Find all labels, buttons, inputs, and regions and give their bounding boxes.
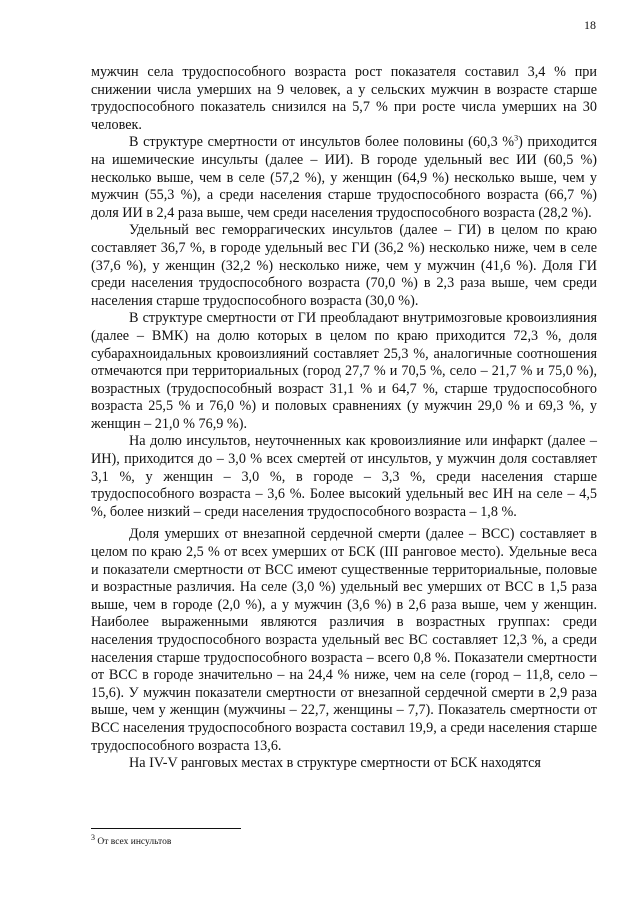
paragraph-7: На IV-V ранговых местах в структуре смертности от БСК находятся <box>129 755 541 772</box>
footnote-divider <box>91 828 241 829</box>
paragraph-5: На долю инсультов, неуточненных как кровоизлияние или инфаркт (далее – ИН), приходится до – 3,0 % всех смертей от инсультов, у мужчин доля составляет 3,1 %, у женщин – 3,0 %, в городе – 3,3 %, среди населения старше трудоспособного возраста – 3,6 %. Более высокий удельный вес ИН на селе – 4,5 %, более низкий – среди населения трудоспособного возраста – 1,8 %. <box>91 433 597 520</box>
footnote-marker: 3 <box>91 832 95 842</box>
paragraph-2-rest: ) приходится на ишемические инсульты (далее – ИИ). В городе удельный вес ИИ (60,5 %) несколько выше, чем в селе (57,2 %), у женщин (64,9 %) несколько выше, чем у мужчин (55,3 %), а среди населения старше трудоспособного возраста (66,7 %) доля ИИ в 2,4 раза выше, чем среди населения трудоспособного возраста (28,2 %). <box>91 134 598 221</box>
page-number: 18 <box>584 18 596 32</box>
footnote <box>91 832 597 848</box>
paragraph-3: Удельный вес геморрагических инсультов (далее – ГИ) в целом по краю составляет 36,7 %, в городе удельный вес ГИ (36,2 %) несколько ниже, чем в селе (37,6 %), у женщин (32,2 %) несколько ниже, чем у мужчин (41,6 %). Доля ГИ среди населения трудоспособного возраста (70,0 %) в 2,3 раза выше, чем среди населения старше трудоспособного возраста (30,0 %). <box>91 222 597 309</box>
paragraph-4: В структуре смертности от ГИ преобладают внутримозговые кровоизлияния (далее – ВМК) на долю которых в целом по краю приходится 72,3 %, доля субарахноидальных кровоизлияний составляет 25,3 %, аналогичные соотношения отмечаются при территориальных (город 27,7 % и 70,5 %, село – 21,7 % и 75,0 %), возрастных (трудоспособный возраст 31,1 % и 64,7 %, старше трудоспособного возраста 25,5 % и 76,0 %) и половых сравнениях (у мужчин 29,0 % и 69,3 %, у женщин – 21,0 % 76,9 %). <box>91 310 597 432</box>
paragraph-2-start: В структуре смертности от инсультов более половины (60,3 % <box>129 134 515 151</box>
paragraph-2 <box>91 134 597 222</box>
footnote-reference: 3 <box>514 133 519 143</box>
footnote-text: От всех инсультов <box>95 837 172 847</box>
paragraph-1: мужчин села трудоспособного возраста рост показателя составил 3,4 % при снижении числа умерших на 9 человек, а у сельских мужчин в возрасте старше трудоспособного показатель снизился на 5,7 % при росте числа умерших на 30 человек. <box>91 64 597 133</box>
paragraph-6: Доля умерших от внезапной сердечной смерти (далее – ВСС) составляет в целом по краю 2,5 % от всех умерших от БСК (III ранговое место). Удельные веса и показатели смертности от ВСС имеют существенные территориальные, половые и возрастные различия. На селе (3,0 %) удельный вес умерших от ВСС в 1,5 раза выше, чем в городе (2,0 %), а у мужчин (3,6 %) в 2,6 раза выше, чем у женщин. Наиболее выраженными являются различия в возрастных группах: среди населения трудоспособного возраста удельный вес ВС составляет 12,3 %, а среди населения старше трудоспособного возраста – всего 0,8 %. Показатели смертности от ВСС в городе значительно – на 24,4 % ниже, чем на селе (город – 11,8, село – 15,6). У мужчин показатели смертности от внезапной сердечной смерти в 2,9 раза выше, чем у женщин (мужчины – 22,7, женщины – 7,7). Показатель смертности от ВСС населения трудоспособного возраста составил 19,9, а среди населения старше трудоспособного возраста 13,6. <box>91 526 597 754</box>
body-text <box>91 64 597 773</box>
